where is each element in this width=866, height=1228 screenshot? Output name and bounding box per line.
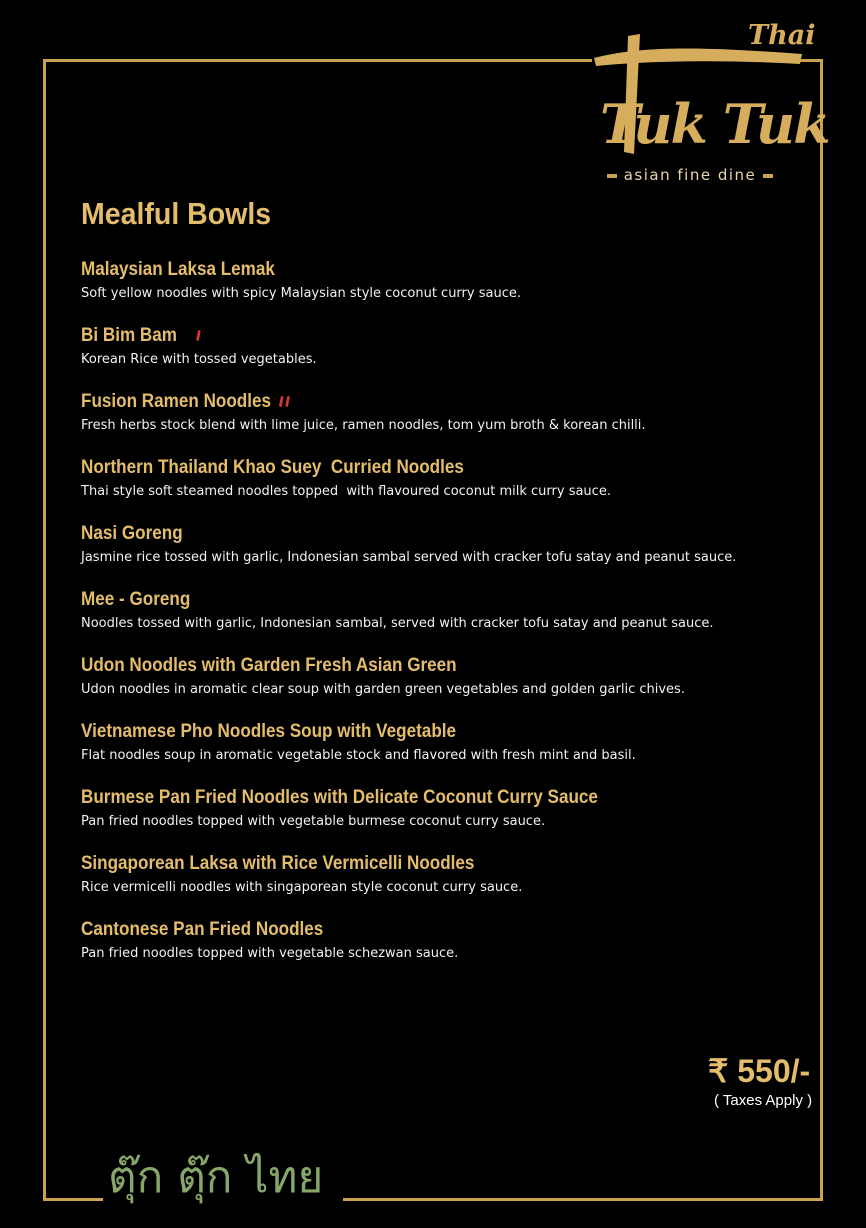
logo-tagline	[598, 166, 782, 184]
menu-item	[81, 389, 781, 455]
chili-icon	[285, 396, 290, 407]
frame-bottom-border-right	[343, 1198, 823, 1201]
price-label: ₹ 550/-	[708, 1053, 811, 1089]
menu-item	[81, 587, 781, 653]
menu-item	[81, 455, 781, 521]
frame-bottom-border-left	[43, 1198, 103, 1201]
item-name: Northern Thailand Khao Suey Curried Noodles	[81, 457, 464, 478]
chili-icon	[279, 396, 284, 407]
logo-name: Tuk Tuk	[600, 92, 829, 156]
brand-logo	[588, 14, 829, 192]
frame-right-border	[820, 59, 823, 1201]
chili-icon	[196, 330, 201, 341]
tagline-text: asian fine dine	[623, 166, 757, 184]
item-description: Flat noodles soup in aromatic vegetable stock and flavored with fresh mint and basil.	[81, 748, 636, 763]
logo-thai-text: Thai	[748, 20, 816, 51]
item-description: Jasmine rice tossed with garlic, Indonesian sambal served with cracker tofu satay and peanut sauce.	[81, 550, 737, 565]
item-description: Soft yellow noodles with spicy Malaysian style coconut curry sauce.	[81, 286, 521, 301]
menu-title: Mealful Bowls	[81, 196, 272, 231]
item-description: Pan fried noodles topped with vegetable burmese coconut curry sauce.	[81, 814, 546, 829]
chili-rating	[193, 323, 199, 349]
menu-item	[81, 521, 781, 587]
item-name: Cantonese Pan Fried Noodles	[81, 919, 324, 940]
menu-item	[81, 323, 781, 389]
item-name: Nasi Goreng	[81, 523, 183, 544]
item-description: Fresh herbs stock blend with lime juice, ramen noodles, tom yum broth & korean chilli.	[81, 418, 646, 433]
item-name: Fusion Ramen Noodles	[81, 389, 711, 415]
frame-left-border	[43, 59, 46, 1201]
chili-rating	[276, 389, 289, 415]
menu-item	[81, 719, 781, 785]
frame-top-border	[43, 59, 592, 62]
item-name: Vietnamese Pho Noodles Soup with Vegetable	[81, 721, 457, 742]
menu-items-list	[81, 257, 781, 983]
item-name: Bi Bim Bam	[81, 323, 711, 349]
item-name: Burmese Pan Fried Noodles with Delicate Coconut Curry Sauce	[81, 787, 598, 808]
item-description: Thai style soft steamed noodles topped with flavoured coconut milk curry sauce.	[81, 484, 611, 499]
footer-thai-text: ตุ๊ก ตุ๊ก ไทย	[108, 1152, 324, 1203]
tagline-bar-left	[607, 174, 617, 178]
menu-item	[81, 653, 781, 719]
menu-item	[81, 851, 781, 917]
item-description: Korean Rice with tossed vegetables.	[81, 352, 317, 367]
menu-item	[81, 917, 781, 983]
item-description: Udon noodles in aromatic clear soup with garden green vegetables and golden garlic chives.	[81, 682, 685, 697]
taxes-note: ( Taxes Apply )	[714, 1092, 813, 1109]
item-description: Noodles tossed with garlic, Indonesian sambal, served with cracker tofu satay and peanut sauce.	[81, 616, 714, 631]
item-name: Udon Noodles with Garden Fresh Asian Green	[81, 655, 457, 676]
menu-item	[81, 257, 781, 323]
tagline-bar-right	[763, 174, 773, 178]
menu-item	[81, 785, 781, 851]
item-name: Malaysian Laksa Lemak	[81, 259, 275, 280]
item-name: Mee - Goreng	[81, 589, 191, 610]
item-name: Singaporean Laksa with Rice Vermicelli Noodles	[81, 853, 475, 874]
item-description: Rice vermicelli noodles with singaporean style coconut curry sauce.	[81, 880, 523, 895]
item-description: Pan fried noodles topped with vegetable schezwan sauce.	[81, 946, 459, 961]
